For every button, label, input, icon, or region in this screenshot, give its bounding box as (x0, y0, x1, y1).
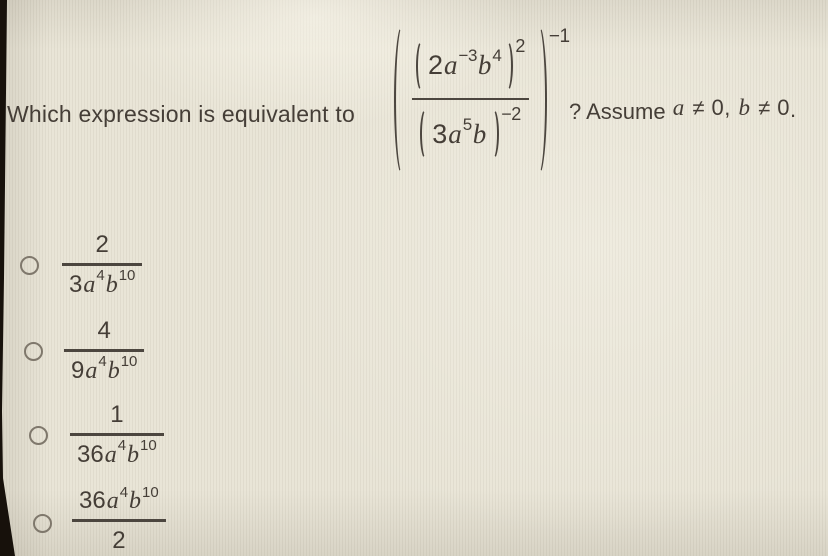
option-1-numerator (89, 230, 116, 263)
option-1-den-exp-b: 10 (118, 267, 136, 284)
outer-exponent: −1 (548, 26, 570, 47)
main-fraction-numerator (412, 35, 529, 98)
option-3-den-var-a: a (104, 441, 117, 468)
option-1-den-var-b: b (105, 271, 118, 298)
option-4-num-exp-a: 4 (119, 483, 129, 501)
assume-period: . (790, 97, 797, 122)
answer-option-2[interactable] (20, 314, 240, 384)
answer-option-4[interactable] (20, 484, 240, 554)
option-2-den-exp-b: 10 (120, 353, 138, 370)
radio-button-option-1[interactable] (20, 256, 39, 275)
option-3-den-var-b: b (127, 441, 140, 468)
option-2-den-exp-a: 4 (98, 353, 107, 370)
option-2-denominator (64, 352, 144, 386)
num-coefficient: 2 (428, 50, 444, 81)
den-var-a: a (448, 118, 462, 149)
inner-left-paren-icon (416, 40, 428, 92)
option-2-den-coeff: 9 (71, 356, 85, 384)
radio-button-option-3[interactable] (29, 426, 48, 445)
option-4-denominator (105, 522, 132, 556)
option-4-num-coeff: 36 (79, 487, 106, 514)
option-1-num-value: 2 (95, 231, 109, 258)
answer-option-1[interactable] (20, 228, 240, 298)
option-3-numerator (103, 400, 130, 433)
den-exp-a: 5 (462, 114, 472, 134)
option-1-fraction (62, 230, 142, 300)
inner-right-paren-icon (487, 108, 499, 160)
option-4-num-var-b: b (129, 488, 142, 514)
assume-rel-1: ≠ 0, (685, 95, 738, 120)
option-3-den-exp-a: 4 (117, 437, 127, 454)
num-exp-b: 4 (492, 46, 502, 66)
num-group-exponent: 2 (515, 35, 525, 56)
main-fraction-denominator (416, 100, 525, 162)
assume-rel-2: ≠ 0 (751, 95, 791, 120)
option-2-fraction (64, 316, 144, 386)
question-expression (394, 24, 570, 176)
assumption-math (672, 95, 797, 120)
num-var-b: b (477, 50, 492, 81)
option-4-numerator (72, 483, 166, 519)
assume-var-a: a (672, 95, 685, 120)
question-text: Which expression is equivalent to (7, 101, 355, 127)
inner-right-paren-icon (501, 40, 513, 92)
option-3-num-value: 1 (110, 401, 124, 428)
outer-right-paren-icon (530, 24, 547, 176)
option-3-den-coeff: 36 (77, 440, 104, 468)
den-var-b: b (472, 118, 487, 149)
den-coefficient: 3 (432, 118, 448, 149)
photo-dark-edge (0, 0, 20, 556)
inner-left-paren-icon (420, 108, 432, 160)
assume-label: ? Assume (569, 99, 666, 124)
option-4-num-exp-b: 10 (142, 483, 159, 501)
option-2-num-value: 4 (97, 317, 111, 344)
option-4-num-var-a: a (106, 488, 119, 514)
option-3-den-exp-b: 10 (140, 437, 157, 454)
option-2-numerator (91, 316, 118, 349)
option-1-den-var-a: a (83, 271, 96, 298)
den-group-exponent: −2 (501, 104, 521, 125)
num-exp-a: −3 (458, 46, 477, 66)
radio-button-option-2[interactable] (24, 342, 43, 361)
option-2-den-var-b: b (107, 357, 120, 384)
option-3-fraction (70, 400, 164, 470)
answer-option-3[interactable] (20, 398, 240, 468)
option-3-denominator (70, 436, 164, 470)
main-fraction (412, 35, 529, 163)
outer-left-paren-icon (394, 24, 411, 176)
radio-button-option-4[interactable] (33, 514, 52, 533)
option-1-den-coeff: 3 (69, 270, 83, 298)
option-1-den-exp-a: 4 (96, 267, 105, 284)
option-4-fraction (72, 483, 166, 556)
option-4-den-value: 2 (112, 526, 126, 554)
num-var-a: a (444, 50, 458, 81)
option-1-denominator (62, 266, 142, 300)
question-suffix (569, 95, 797, 125)
assume-var-b: b (738, 95, 751, 120)
option-2-den-var-a: a (85, 357, 98, 384)
